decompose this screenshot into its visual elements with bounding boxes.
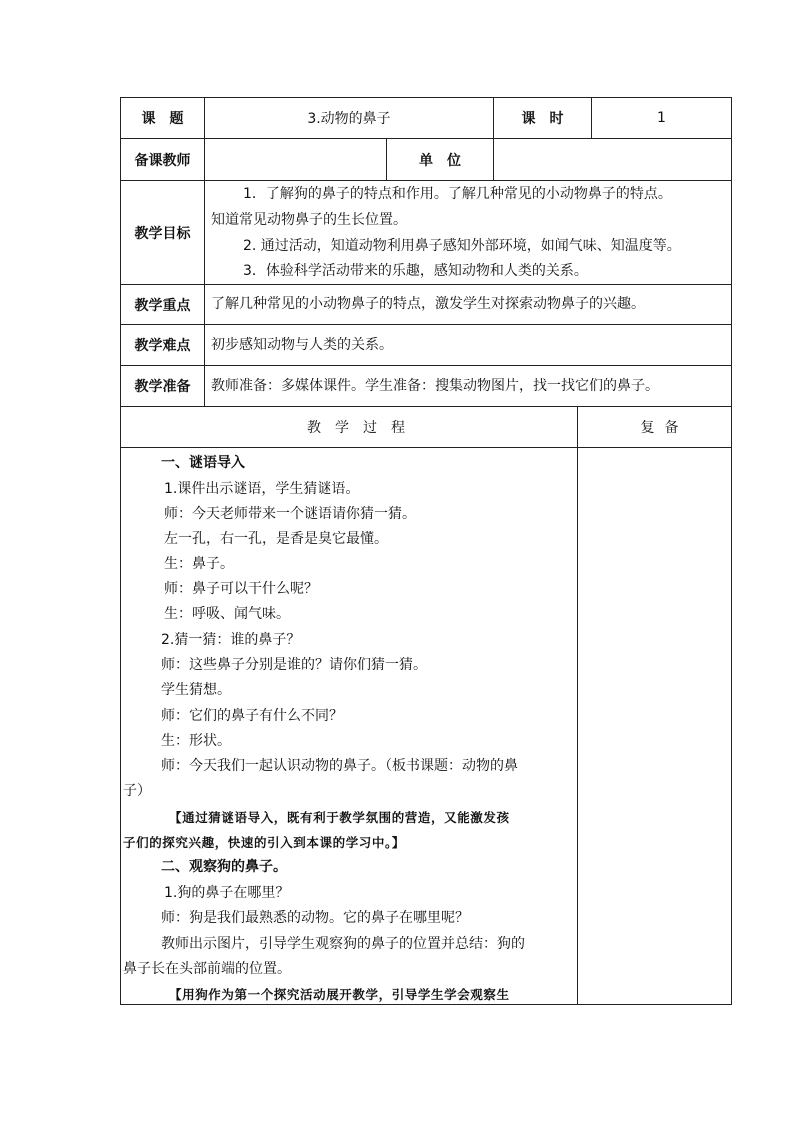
goal-line: 2. 通过活动，知道动物利用鼻子感知外部环境，如闻气味、知温度等。: [243, 238, 681, 254]
topic-label: 课 题: [141, 111, 184, 127]
process-line: 师：鼻子可以干什么呢？: [164, 581, 318, 597]
teaching-note: 【通过猜谜语导入，既有利于教学氛围的营造，又能激发孩: [169, 810, 510, 825]
topic-value: 3.动物的鼻子: [307, 111, 391, 127]
difficulty-label: 教学难点: [134, 338, 191, 354]
section-heading: 一、谜语导入: [161, 455, 245, 471]
process-line: 教师出示图片，引导学生观察狗的鼻子的位置并总结：狗的: [161, 936, 525, 952]
difficulty-value: 初步感知动物与人类的关系。: [211, 337, 393, 353]
row-divider: [121, 324, 731, 325]
process-line: 2.猜一猜：谁的鼻子？: [161, 632, 301, 648]
preparation-value: 教师准备：多媒体课件。学生准备：搜集动物图片，找一找它们的鼻子。: [211, 378, 659, 394]
teacher-label: 备课教师: [134, 152, 191, 169]
row-divider: [121, 180, 731, 181]
preparation-label: 教学准备: [134, 379, 191, 395]
row-divider: [121, 284, 731, 285]
process-line: 师：今天老师带来一个谜语请你猜一猜。: [164, 506, 416, 522]
process-line: 师：它们的鼻子有什么不同？: [161, 708, 343, 724]
col-divider: [577, 406, 578, 1005]
teaching-note: 【用狗作为第一个探究活动展开教学，引导学生学会观察生: [169, 987, 510, 1002]
process-content: [121, 448, 577, 1004]
goal-line: 3．体验科学活动带来的乐趣，感知动物和人类的关系。: [243, 263, 588, 279]
teaching-note: 子们的探究兴趣，快速的引入到本课的学习中。】: [123, 835, 405, 850]
period-label: 课 时: [521, 111, 564, 127]
process-line: 学生猜想。: [161, 682, 231, 698]
lesson-plan-table: [120, 97, 732, 1005]
goal-line: 1．了解狗的鼻子的特点和作用。了解几种常见的小动物鼻子的特点。: [243, 186, 672, 202]
process-line: 生：形状。: [161, 733, 231, 749]
period-value: 1: [657, 110, 666, 126]
process-line: 子）: [123, 783, 151, 799]
process-line: 生：鼻子。: [164, 556, 234, 572]
key-point-value: 了解几种常见的小动物鼻子的特点，激发学生对探索动物鼻子的兴趣。: [211, 296, 645, 312]
process-line: 师：今天我们一起认识动物的鼻子。（板书课题：动物的鼻: [161, 758, 518, 774]
teacher-value: [205, 139, 386, 180]
process-line: 左一孔，右一孔，是香是臭它最懂。: [164, 531, 388, 547]
process-line: 生：呼吸、闻气味。: [164, 606, 290, 622]
unit-label: 单 位: [419, 152, 461, 169]
process-line: 师：狗是我们最熟悉的动物。它的鼻子在哪里呢？: [161, 910, 469, 926]
section-heading: 二、观察狗的鼻子。: [161, 859, 287, 875]
process-line: 鼻子长在头部前端的位置。: [123, 961, 291, 977]
goal-line: 知道常见动物鼻子的生长位置。: [211, 212, 407, 228]
unit-value: [494, 139, 731, 180]
goals-label: 教学目标: [134, 225, 191, 242]
row-divider: [121, 365, 731, 366]
process-line: 师：这些鼻子分别是谁的？请你们猜一猜。: [161, 657, 427, 673]
process-line: 1.狗的鼻子在哪里？: [164, 885, 290, 901]
review-header: 复备: [640, 420, 689, 436]
key-point-label: 教学重点: [134, 297, 191, 314]
process-header: 教学过程: [307, 420, 419, 436]
process-line: 1.课件出示谜语，学生猜谜语。: [164, 481, 360, 497]
